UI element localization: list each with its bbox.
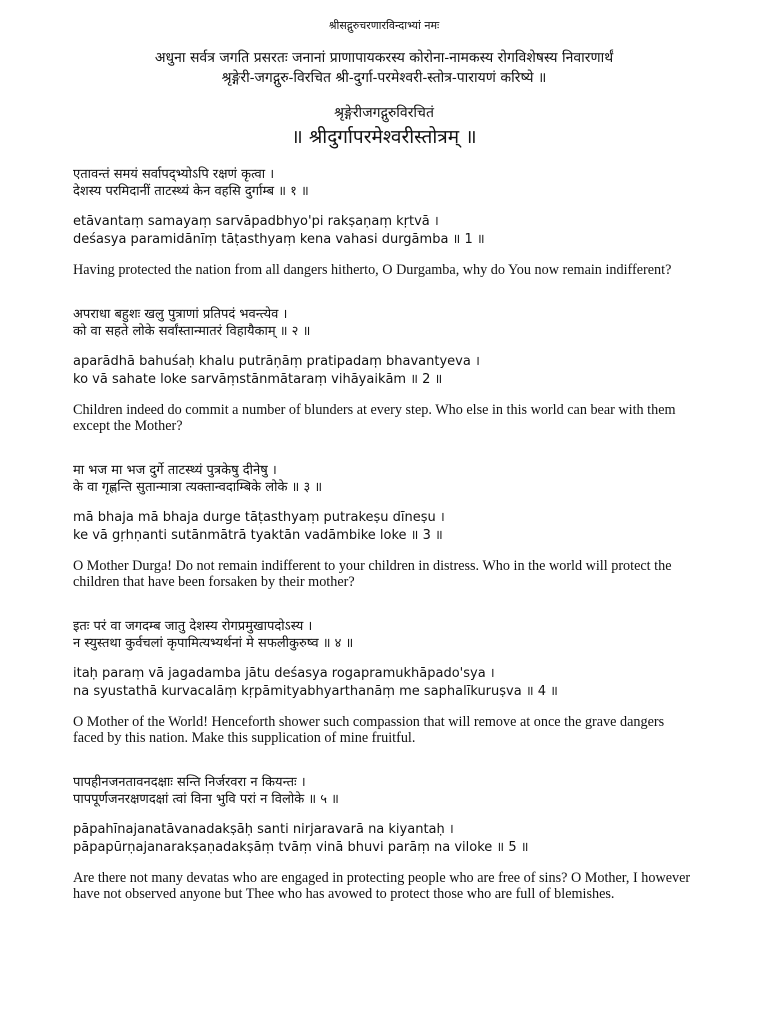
invocation-line: श्रीसद्गुरुचरणारविन्दाभ्यां नमः (328, 19, 440, 32)
verse-2-translation: Children indeed do commit a number of blunders at every step. Who else in this world can bear with them except the Mother? (73, 402, 676, 434)
verse-1-devanagari-line-2: देशस्य परमिदानीं ताटस्थ्यं केन वहसि दुर्गाम्ब ॥ १ ॥ (73, 184, 309, 199)
verse-4-transliteration-line-1: itaḥ paraṃ vā jagadamba jātu deśasya rogapramukhāpado'sya । (73, 666, 495, 681)
verse-4-translation: O Mother of the World! Henceforth shower such compassion that will remove at once the grave dangers faced by this nation. Make this supplication of mine fruitful. (73, 714, 665, 746)
page-title: ॥ श्रीदुर्गापरमेश्वरीस्तोत्रम् ॥ (291, 126, 477, 148)
verse-5-transliteration-line-2: pāpapūrṇajanarakṣaṇadakṣāṃ tvāṃ vinā bhuvi parāṃ na viloke ॥ 5 ॥ (73, 840, 529, 855)
verse-1-devanagari-line-1: एतावन्तं समयं सर्वापद्भ्योऽपि रक्षणं कृत्वा । (73, 167, 275, 182)
verse-2 (73, 306, 695, 434)
verse-3 (73, 462, 695, 590)
verse-2-transliteration-line-2: ko vā sahate loke sarvāṃstānmātaraṃ vihāyaikām ॥ 2 ॥ (73, 372, 443, 387)
verse-1 (73, 166, 695, 278)
verse-1-transliteration-line-2: deśasya paramidānīṃ tāṭasthyaṃ kena vahasi durgāmba ॥ 1 ॥ (73, 232, 485, 247)
verse-3-devanagari-line-1: मा भज मा भज दुर्गे ताटस्थ्यं पुत्रकेषु दीनेषु । (73, 463, 277, 478)
verse-4-devanagari-line-2: न स्युस्तथा कुर्वचलां कृपामित्यभ्यर्थनां मे सफलीकुरुष्व ॥ ४ ॥ (73, 636, 354, 651)
verse-5-devanagari-line-1: पापहीनजनतावनदक्षाः सन्ति निर्जरवरा न कियन्तः । (73, 775, 306, 790)
verse-3-transliteration-line-2: ke vā gṛhṇanti sutānmātrā tyaktān vadāmbike loke ॥ 3 ॥ (73, 528, 443, 543)
verse-2-devanagari-line-1: अपराधा बहुशः खलु पुत्राणां प्रतिपदं भवन्त्येव । (73, 307, 288, 322)
verse-2-devanagari-line-2: को वा सहते लोके सर्वांस्तान्मातरं विहायैकाम् ॥ २ ॥ (73, 324, 311, 339)
author-line: श्रृङ्गेरीजगद्गुरुविरचितं (334, 105, 434, 121)
verse-3-devanagari-line-2: के वा गृह्णन्ति सुतान्मात्रा त्यक्तान्वदाम्बिके लोके ॥ ३ ॥ (73, 480, 323, 495)
verse-5-transliteration-line-1: pāpahīnajanatāvanadakṣāḥ santi nirjaravarā na kiyantaḥ । (73, 822, 454, 837)
intro-sankalpa (73, 48, 695, 88)
verse-4-transliteration-line-2: na syustathā kurvacalāṃ kṛpāmityabhyarthanāṃ me saphalīkuruṣva ॥ 4 ॥ (73, 684, 558, 699)
verse-3-transliteration-line-1: mā bhaja mā bhaja durge tāṭasthyaṃ putrakeṣu dīneṣu । (73, 510, 445, 525)
intro-line-1: अधुना सर्वत्र जगति प्रसरतः जनानां प्राणापायकरस्य कोरोना-नामकस्य रोगविशेषस्य निवारणार्थं (154, 50, 614, 66)
verse-1-transliteration-line-1: etāvantaṃ samayaṃ sarvāpadbhyo'pi rakṣaṇaṃ kṛtvā । (73, 214, 439, 229)
verse-5 (73, 774, 695, 902)
verse-5-devanagari-line-2: पापपूर्णजनरक्षणदक्षां त्वां विना भुवि परां न विलोके ॥ ५ ॥ (73, 792, 339, 807)
verse-4-devanagari-line-1: इतः परं वा जगदम्ब जातु देशस्य रोगप्रमुखापदोऽस्य । (73, 619, 313, 634)
verse-3-translation: O Mother Durga! Do not remain indifferent to your children in distress. Who in the world will protect the children that have been forsaken by their mother? (73, 558, 672, 590)
intro-line-2: श्रृङ्गेरी-जगद्गुरु-विरचित श्री-दुर्गा-परमेश्वरी-स्तोत्र-पारायणं करिष्ये ॥ (221, 70, 547, 86)
verse-5-translation: Are there not many devatas who are engaged in protecting people who are free of sins? O Mother, I however have not observed anyone but Thee who has avowed to protect those who are full of blemishes. (73, 870, 691, 902)
verse-1-translation: Having protected the nation from all dangers hitherto, O Durgamba, why do You now remain indifferent? (73, 262, 672, 278)
verse-2-transliteration-line-1: aparādhā bahuśaḥ khalu putrāṇāṃ pratipadaṃ bhavantyeva । (73, 354, 480, 369)
verse-4 (73, 618, 695, 746)
